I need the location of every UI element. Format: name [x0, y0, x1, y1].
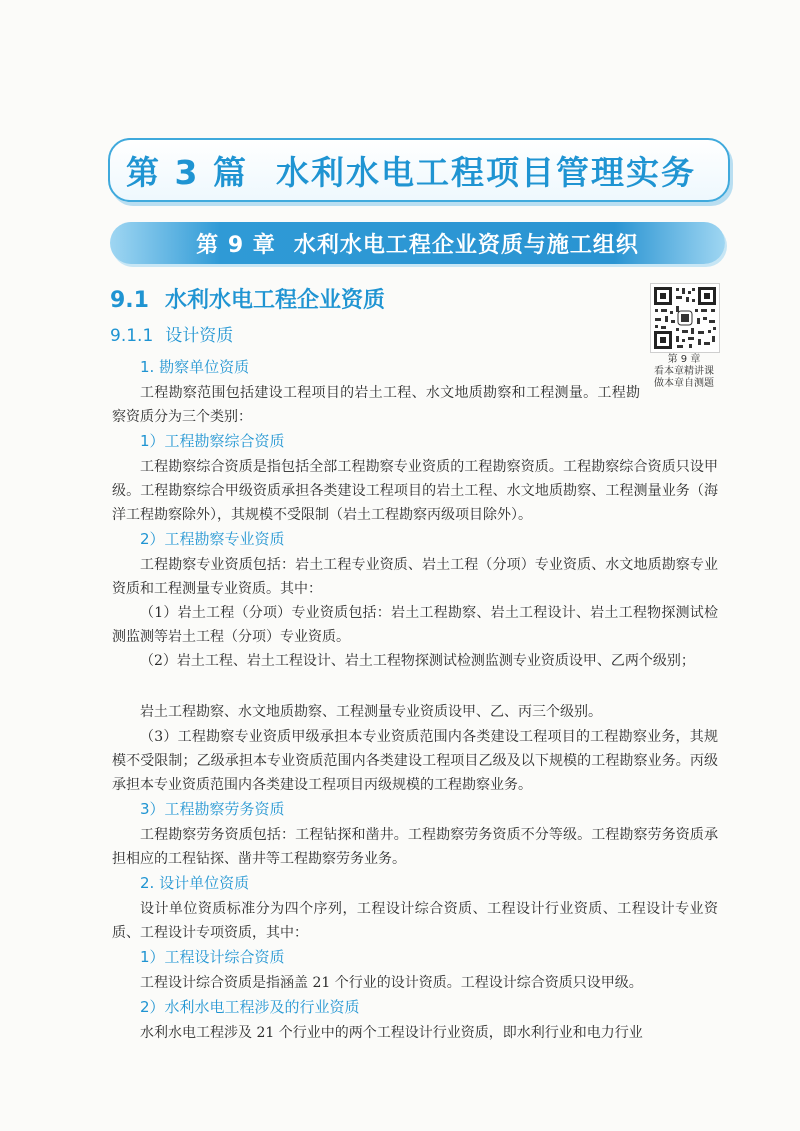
subsection-heading	[110, 321, 233, 346]
chapter-banner	[110, 222, 725, 264]
paragraph: 设计单位资质标准分为四个序列，工程设计综合资质、工程设计行业资质、工程设计专业资质、工程设计专项资质，其中：	[112, 901, 718, 941]
paragraph: 工程勘察范围包括建设工程项目的岩土工程、水文地质勘察和工程测量。工程勘察资质分为三个类别：	[112, 385, 640, 425]
paragraph: 工程勘察劳务资质包括：工程钻探和凿井。工程勘察劳务资质不分等级。工程勘察劳务资质承担相应的工程钻探、凿井等工程勘察劳务业务。	[112, 827, 718, 867]
paragraph: （1）岩土工程（分项）专业资质包括：岩土工程勘察、岩土工程设计、岩土工程物探测试检测监测等岩土工程（分项）专业资质。	[112, 605, 718, 645]
part-number: 第 3 篇	[126, 152, 248, 192]
heading-survey-labor: 3）工程勘察劳务资质	[140, 800, 285, 818]
paragraph: 岩土工程勘察、水文地质勘察、工程测量专业资质设甲、乙、丙三个级别。	[140, 704, 602, 720]
paragraph: 工程设计综合资质是指涵盖 21 个行业的设计资质。工程设计综合资质只设甲级。	[140, 975, 643, 991]
qr-caption-lecture: 看本章精讲课	[654, 366, 714, 377]
heading-survey-unit: 1. 勘察单位资质	[140, 358, 250, 376]
part-banner	[108, 138, 730, 202]
part-title: 水利水电工程项目管理实务	[275, 152, 696, 192]
chapter-number: 第 9 章	[196, 232, 276, 258]
paragraph: 水利水电工程涉及 21 个行业中的两个工程设计行业资质，即水利行业和电力行业	[140, 1025, 643, 1041]
subsection-number: 9.1.1	[110, 326, 154, 346]
heading-design-comprehensive: 1）工程设计综合资质	[140, 948, 285, 966]
paragraph: 工程勘察专业资质包括：岩土工程专业资质、岩土工程（分项）专业资质、水文地质勘察专业资质和工程测量专业资质。其中：	[112, 557, 718, 597]
subsection-title: 设计资质	[165, 326, 234, 346]
paragraph: 工程勘察综合资质是指包括全部工程勘察专业资质的工程勘察资质。工程勘察综合资质只设甲级。工程勘察综合甲级资质承担各类建设工程项目的岩土工程、水文地质勘察、工程测量业务（海洋工程勘察除外），其规模不受限制（岩土工程勘察丙级项目除外）。	[112, 459, 718, 523]
heading-industry-qualification: 2）水利水电工程涉及的行业资质	[140, 998, 360, 1016]
qr-code-icon[interactable]	[650, 283, 720, 353]
heading-survey-comprehensive: 1）工程勘察综合资质	[140, 432, 285, 450]
paragraph: （3）工程勘察专业资质甲级承担本专业资质范围内各类建设工程项目的工程勘察业务，其规模不受限制；乙级承担本专业资质范围内各类建设工程项目乙级及以下规模的工程勘察业务。丙级承担本专业资质范围内各类建设工程项目丙级规模的工程勘察业务。	[112, 729, 718, 793]
paragraph: （2）岩土工程、岩土工程设计、岩土工程物探测试检测监测专业资质设甲、乙两个级别；	[140, 653, 695, 669]
section-number: 9.1	[110, 288, 149, 313]
heading-design-unit: 2. 设计单位资质	[140, 874, 250, 892]
chapter-title: 水利水电工程企业资质与施工组织	[293, 232, 639, 258]
section-title: 水利水电工程企业资质	[164, 288, 385, 313]
qr-code-graphic	[651, 284, 719, 352]
qr-caption-quiz: 做本章自测题	[654, 378, 714, 389]
heading-survey-professional: 2）工程勘察专业资质	[140, 530, 285, 548]
qr-caption-chapter: 第 9 章	[667, 354, 701, 365]
qr-caption	[640, 354, 728, 390]
section-heading	[110, 283, 385, 314]
